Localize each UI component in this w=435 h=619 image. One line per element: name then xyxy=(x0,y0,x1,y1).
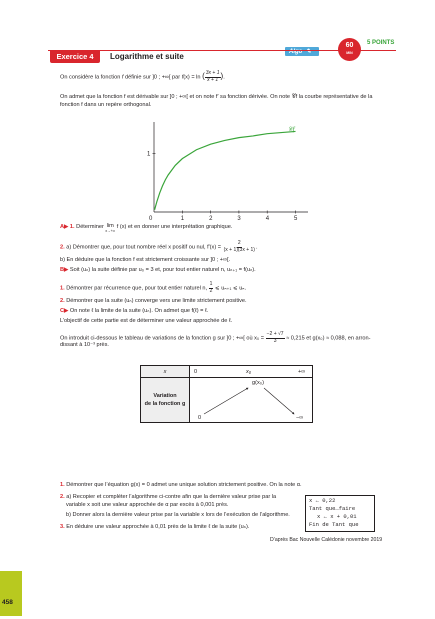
pencil-icon: ✎ xyxy=(306,49,312,55)
graph-axes xyxy=(154,122,308,212)
curve-label: 𝒞f xyxy=(288,126,295,133)
final-q2a-1: 2. a) Recopier et compléter l’algorithme ci-contre afin que la dernière valeur prise par la xyxy=(60,494,277,500)
partC-line-3: On introduit ci-dessous le tableau de variations de la fonction g sur ]0 ; +∞[ où x₀ = $\frac{-2 + √7}{3}$ ≈ 0,215 et g(x₀) ≈ 0,088, en arron- xyxy=(60,331,371,344)
algo-badge xyxy=(285,40,319,58)
exercise-tab: Exercice 4 xyxy=(50,51,100,63)
intro-line-1: On considère la fonction f définie sur ]0 ; +∞[ par f(x) = ln ( $\frac{3x + 1}{x + 1}$ ). xyxy=(60,70,225,83)
partB-q1: 1. Démontrer par récurrence que, pour tout entier naturel n, $\frac{1}{2}$ ⩽ uₙ₊₁ ⩽ uₙ. xyxy=(60,281,247,294)
algorithm-box xyxy=(305,495,375,532)
intro-line-2: On admet que la fonction f est dérivable sur ]0 ; +∞[ et on note f′ sa fonction dérivée. On note 𝒞f la courbe représentative de la xyxy=(60,94,373,100)
x-tick-label: 5 xyxy=(294,216,298,222)
var-table-g-row xyxy=(190,378,313,423)
y-tick-label: 1 xyxy=(147,151,151,158)
page-marker xyxy=(0,571,22,616)
final-q2b: b) Donner alors la dernière valeur prise par la variable x lors de l’exécution de l’algorithme. xyxy=(66,512,290,518)
var-table-end: −∞ xyxy=(296,415,304,421)
var-table-g-label: Variation de la fonction g xyxy=(141,378,190,423)
x-tick-label: 0 xyxy=(149,216,153,222)
x-tick-label: 2 xyxy=(209,216,213,222)
final-q2a-2: variable x soit une valeur approchée de α par excès à 0,001 près. xyxy=(66,502,229,508)
points-label: 5 POINTS xyxy=(367,40,395,46)
curve-cf xyxy=(155,131,296,209)
intro-fraction: $\frac{3x + 1}{x + 1}$ xyxy=(205,70,220,83)
algo-line-3: x ← x + 0,01 xyxy=(317,513,357,520)
x-tick-label: 4 xyxy=(265,216,270,222)
algo-line-4: Fin de Tant que xyxy=(309,521,359,528)
algo-label: Algo xyxy=(289,49,303,55)
partB-q2: 2. Démontrer que la suite (uₙ) converge vers une limite strictement positive. xyxy=(60,298,247,304)
algo-line-2: Tant que…faire xyxy=(309,505,356,512)
algo-line-1: x ← 0,22 xyxy=(309,497,336,504)
final-q1: 1. Démontrer que l’équation g(x) = 0 admet une unique solution strictement positive. On la note α. xyxy=(60,482,302,488)
source-note: D’après Bac Nouvelle Calédonie novembre 2019 xyxy=(270,537,383,543)
arrow-right-icon: ▶ xyxy=(64,267,69,273)
arrow-right-icon: ▶ xyxy=(64,224,69,230)
var-table-x-row: 0 x₀ +∞ xyxy=(190,366,313,378)
var-table-start: 0 xyxy=(198,415,202,421)
duration-unit: MIN xyxy=(346,51,353,55)
var-table-x-label: x xyxy=(141,366,190,378)
duration-value: 60 xyxy=(345,42,354,49)
final-q3: 3. En déduire une valeur approchée à 0,01 près de la limite ℓ de la suite (uₙ). xyxy=(60,524,250,530)
partA-q2b: b) En déduire que la fonction f est strictement croissante sur ]0 ; +∞[. xyxy=(60,257,231,263)
partC-objective: L’objectif de cette partie est de déterminer une valeur approchée de ℓ. xyxy=(60,318,233,324)
partC-line-4: dissant à 10⁻³ près. xyxy=(60,342,109,348)
x-tick-label: 1 xyxy=(180,216,185,222)
function-graph xyxy=(140,118,320,228)
exercise-title: Logarithme et suite xyxy=(110,52,184,61)
partB-intro: B▶ Soit (uₙ) la suite définie par u₀ = 3 et, pour tout entier naturel n, uₙ₊₁ = f(uₙ). xyxy=(60,267,256,273)
var-table-max: g(x₀) xyxy=(252,380,264,386)
variation-arrows xyxy=(190,378,312,423)
intro-line-3: fonction f dans un repère orthogonal. xyxy=(60,102,152,108)
graph-ticks xyxy=(147,152,298,222)
page-number: 458 xyxy=(2,599,13,606)
partA-q1: A▶ 1. Déterminer lim x→+∞ f (x) et en donner une interprétation graphique. xyxy=(60,223,233,233)
partA-q2a: 2. a) Démontrer que, pour tout nombre réel x positif ou nul, f′(x) = $\frac{2}{(x + 1)(3x + 1)}$ . xyxy=(60,240,258,253)
arrow-right-icon: ▶ xyxy=(64,308,69,314)
variation-table xyxy=(140,365,313,423)
x-tick-label: 3 xyxy=(237,216,241,222)
partC-intro: C▶ On note ℓ la limite de la suite (uₙ). On admet que f(ℓ) = ℓ. xyxy=(60,308,209,314)
header-divider xyxy=(48,50,396,51)
